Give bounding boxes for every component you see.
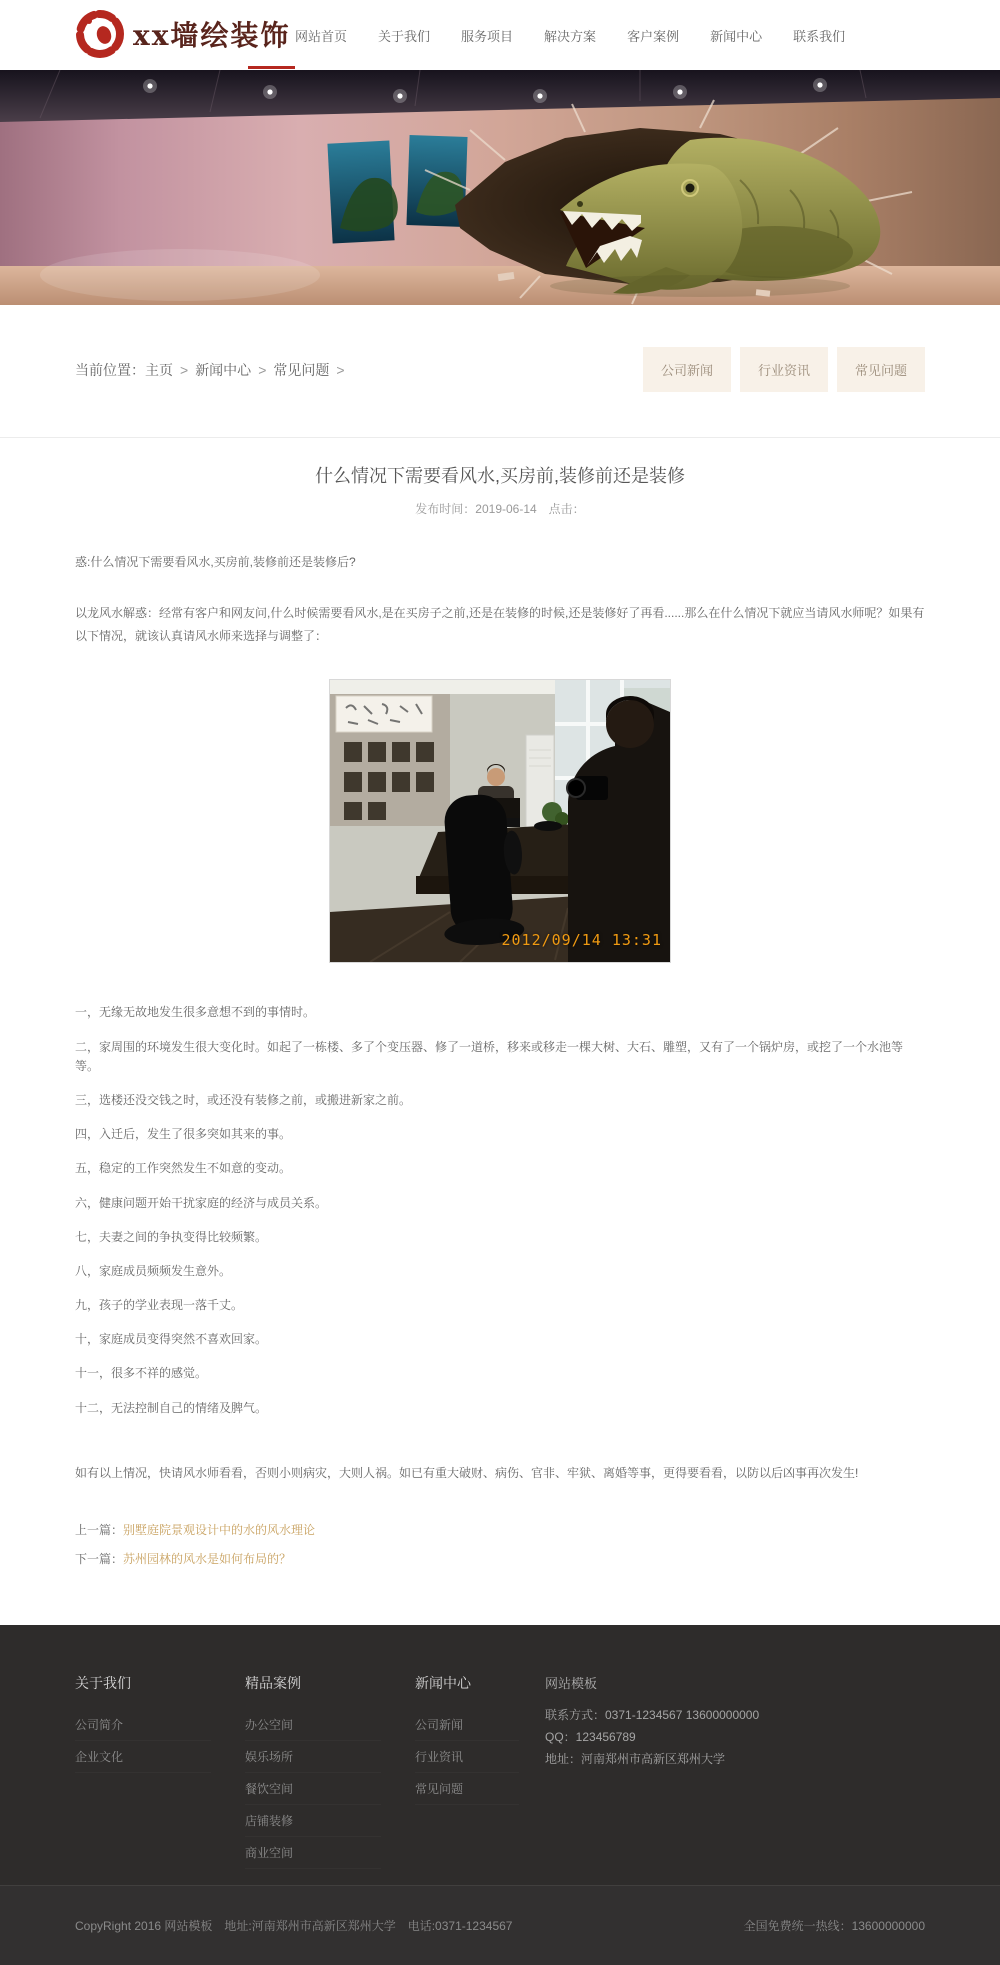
situation-item: 九，孩子的学业表现一落千丈。 (75, 1298, 244, 1313)
nav-item-6[interactable]: 新闻中心 (710, 28, 763, 44)
situation-list (75, 1003, 925, 1417)
news-category-tab[interactable]: 公司新闻 (643, 347, 731, 392)
article-title: 什么情况下需要看风水,买房前,装修前还是装修 (315, 466, 685, 486)
footer-contact-line: 联系方式：0371-1234567 13600000000 (545, 1707, 760, 1722)
breadcrumb-separator: > (336, 361, 345, 378)
breadcrumb-label: 当前位置： (75, 361, 145, 378)
breadcrumb-link[interactable]: 常见问题 (273, 361, 330, 378)
situation-item: 四，入迁后，发生了很多突如其来的事。 (75, 1127, 292, 1142)
article-meta: 发布时间：2019-06-14 点击： (415, 502, 585, 516)
hotline-text: 全国免费统一热线：13600000000 (743, 1918, 925, 1933)
situation-item: 十，家庭成员变得突然不喜欢回家。 (75, 1332, 268, 1347)
footer-column (415, 1673, 545, 1869)
situation-item: 七，夫妻之间的争执变得比较频繁。 (75, 1229, 268, 1244)
closing-paragraph: 如有以上情况，快请风水师看看，否则小则病灾，大则人祸。如已有重大破财、病伤、官非、牢狱、离婚等事，更得要看看，以防以后凶事再次发生! (75, 1465, 859, 1480)
intro-paragraph: 以龙风水解惑：经常有客户和网友问,什么时候需要看风水,是在买房子之前,还是在装修的时候,还是装修好了再看......那么在什么情况下就应当请风水师呢？如果有以下情况，就该认真请风水师来选择与调整了： (75, 605, 925, 643)
footer-link[interactable]: 娱乐场所 (245, 1741, 381, 1773)
site-logo[interactable] (75, 9, 290, 59)
news-category-tabs (634, 347, 925, 392)
breadcrumb-link[interactable]: 主页 (145, 361, 173, 378)
next-article-link[interactable]: 苏州园林的风水是如何布局的？ (123, 1551, 292, 1566)
breadcrumb-separator: > (258, 361, 267, 378)
next-label: 下一篇： (75, 1551, 124, 1566)
nav-item-2[interactable]: 关于我们 (378, 28, 431, 44)
footer-link[interactable]: 行业资讯 (415, 1741, 519, 1773)
footer-link[interactable]: 常见问题 (415, 1773, 519, 1805)
situation-item: 十二，无法控制自己的情绪及脾气。 (75, 1400, 268, 1415)
footer-link[interactable]: 餐饮空间 (245, 1773, 381, 1805)
footer-column-title: 新闻中心 (415, 1674, 471, 1691)
footer-contact-block (545, 1673, 925, 1869)
breadcrumb-link[interactable]: 新闻中心 (195, 361, 252, 378)
footer-column (75, 1673, 245, 1869)
footer-link[interactable]: 商业空间 (245, 1837, 381, 1869)
breadcrumb-section (0, 305, 1000, 438)
breadcrumb-separator: > (180, 361, 189, 378)
nav-item-7[interactable]: 联系我们 (793, 28, 846, 44)
article (0, 438, 1000, 1625)
nav-item-3[interactable]: 服务项目 (461, 28, 514, 44)
article-photo-office-scene (329, 679, 671, 963)
hero-banner-dinosaur-mural (0, 70, 1000, 305)
nav-active-underline (248, 66, 295, 69)
site-footer (0, 1625, 1000, 1965)
footer-contact-line: QQ：123456789 (545, 1729, 636, 1744)
situation-item: 三，选楼还没交钱之时，或还没有装修之前，或搬进新家之前。 (75, 1092, 412, 1107)
main-nav (295, 0, 876, 70)
situation-item: 十一，很多不祥的感觉。 (75, 1366, 208, 1381)
nav-item-1[interactable]: 网站首页 (295, 28, 348, 44)
footer-link[interactable]: 公司简介 (75, 1709, 211, 1741)
article-pager (75, 1521, 925, 1625)
copyright-text: CopyRight 2016 网站模板 地址:河南郑州市高新区郑州大学 电话:0371-1234567 (75, 1918, 513, 1933)
situation-item: 二，家周围的环境发生很大变化时。如起了一栋楼、多了个变压器、修了一道桥，移来或移走一棵大树、大石、雕塑，又有了一个锅炉房，或挖了一个水池等等。 (75, 1039, 904, 1073)
logo-seal-icon (75, 9, 125, 59)
footer-column (245, 1673, 415, 1869)
news-category-tab[interactable]: 行业资讯 (740, 347, 828, 392)
intro-paragraph: 惑:什么情况下需要看风水,买房前,装修前还是装修后? (75, 555, 356, 569)
footer-bottom-bar (0, 1885, 1000, 1965)
breadcrumb (75, 360, 352, 380)
site-header (0, 0, 1000, 70)
footer-contact-line: 地址：河南郑州市高新区郑州大学 (545, 1751, 726, 1766)
prev-article-link[interactable]: 别墅庭院景观设计中的水的风水理论 (123, 1522, 316, 1537)
footer-link[interactable]: 店铺装修 (245, 1805, 381, 1837)
situation-item: 五，稳定的工作突然发生不如意的变动。 (75, 1161, 292, 1176)
footer-link[interactable]: 企业文化 (75, 1741, 211, 1773)
news-category-tab[interactable]: 常见问题 (837, 347, 925, 392)
footer-link[interactable]: 办公空间 (245, 1709, 381, 1741)
footer-column-title: 关于我们 (75, 1674, 131, 1691)
footer-contact-title: 网站模板 (545, 1675, 598, 1691)
logo-text: xx墙绘装饰 (133, 19, 291, 52)
nav-item-5[interactable]: 客户案例 (627, 28, 680, 44)
footer-column-title: 精品案例 (245, 1674, 301, 1691)
situation-item: 一，无缘无故地发生很多意想不到的事情时。 (75, 1005, 316, 1020)
situation-item: 六，健康问题开始干扰家庭的经济与成员关系。 (75, 1195, 328, 1210)
footer-link[interactable]: 公司新闻 (415, 1709, 519, 1741)
situation-item: 八，家庭成员频频发生意外。 (75, 1263, 232, 1278)
photo-timestamp: 2012/09/14 13:31 (501, 931, 662, 950)
nav-item-4[interactable]: 解决方案 (544, 28, 597, 44)
footer-main (0, 1625, 1000, 1885)
prev-label: 上一篇： (75, 1522, 124, 1537)
